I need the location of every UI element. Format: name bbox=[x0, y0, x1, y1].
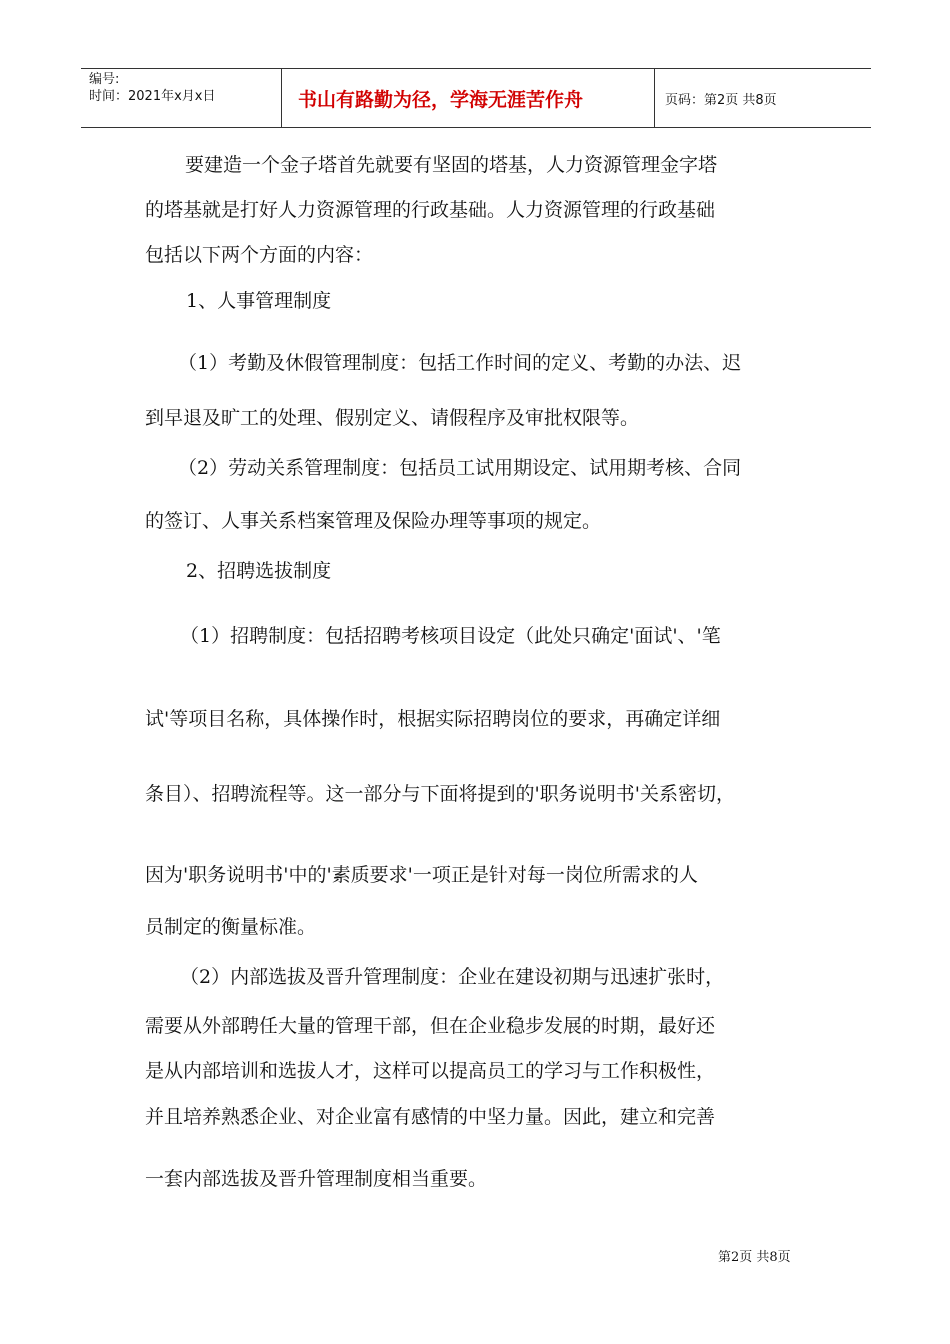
text-line: （1）考勤及休假管理制度：包括工作时间的定义、考勤的办法、迟 bbox=[178, 352, 742, 374]
text-line: 需要从外部聘任大量的管理干部，但在企业稳步发展的时期，最好还 bbox=[145, 1015, 716, 1037]
text-line: 试'等项目名称，具体操作时，根据实际招聘岗位的要求，再确定详细 bbox=[145, 708, 721, 730]
header-page-info: 页码：第2页 共8页 bbox=[665, 92, 777, 108]
text-line: （1）招聘制度：包括招聘考核项目设定（此处只确定'面试'、'笔 bbox=[180, 625, 721, 647]
section-heading: 1、人事管理制度 bbox=[186, 290, 332, 312]
text-line: 员制定的衡量标准。 bbox=[145, 916, 317, 938]
text-line: 包括以下两个方面的内容： bbox=[145, 244, 374, 266]
text-line: 要建造一个金子塔首先就要有坚固的塔基，人力资源管理金字塔 bbox=[185, 154, 718, 176]
header-motto: 书山有路勤为径，学海无涯苦作舟 bbox=[282, 69, 655, 127]
section-heading: 2、招聘选拔制度 bbox=[186, 560, 332, 582]
text-line: 的塔基就是打好人力资源管理的行政基础。人力资源管理的行政基础 bbox=[145, 199, 716, 221]
text-line: 的签订、人事关系档案管理及保险办理等事项的规定。 bbox=[145, 510, 602, 532]
text-line: 一套内部选拔及晋升管理制度相当重要。 bbox=[145, 1168, 488, 1190]
document-time-label: 时间：2021年x月x日 bbox=[89, 89, 216, 104]
text-line: 是从内部培训和选拔人才，这样可以提高员工的学习与工作积极性， bbox=[145, 1060, 716, 1082]
text-line: （2）内部选拔及晋升管理制度：企业在建设初期与迅速扩张时， bbox=[180, 966, 725, 988]
document-number-label: 编号: bbox=[89, 72, 120, 87]
page-footer: 第2页 共8页 bbox=[718, 1250, 791, 1265]
text-line: 条目）、招聘流程等。这一部分与下面将提到的'职务说明书'关系密切， bbox=[145, 783, 735, 805]
text-line: （2）劳动关系管理制度：包括员工试用期设定、试用期考核、合同 bbox=[178, 457, 742, 479]
text-line: 因为'职务说明书'中的'素质要求'一项正是针对每一岗位所需求的人 bbox=[145, 864, 698, 886]
text-line: 并且培养熟悉企业、对企业富有感情的中坚力量。因此，建立和完善 bbox=[145, 1106, 716, 1128]
text-line: 到早退及旷工的处理、假别定义、请假程序及审批权限等。 bbox=[145, 407, 640, 429]
